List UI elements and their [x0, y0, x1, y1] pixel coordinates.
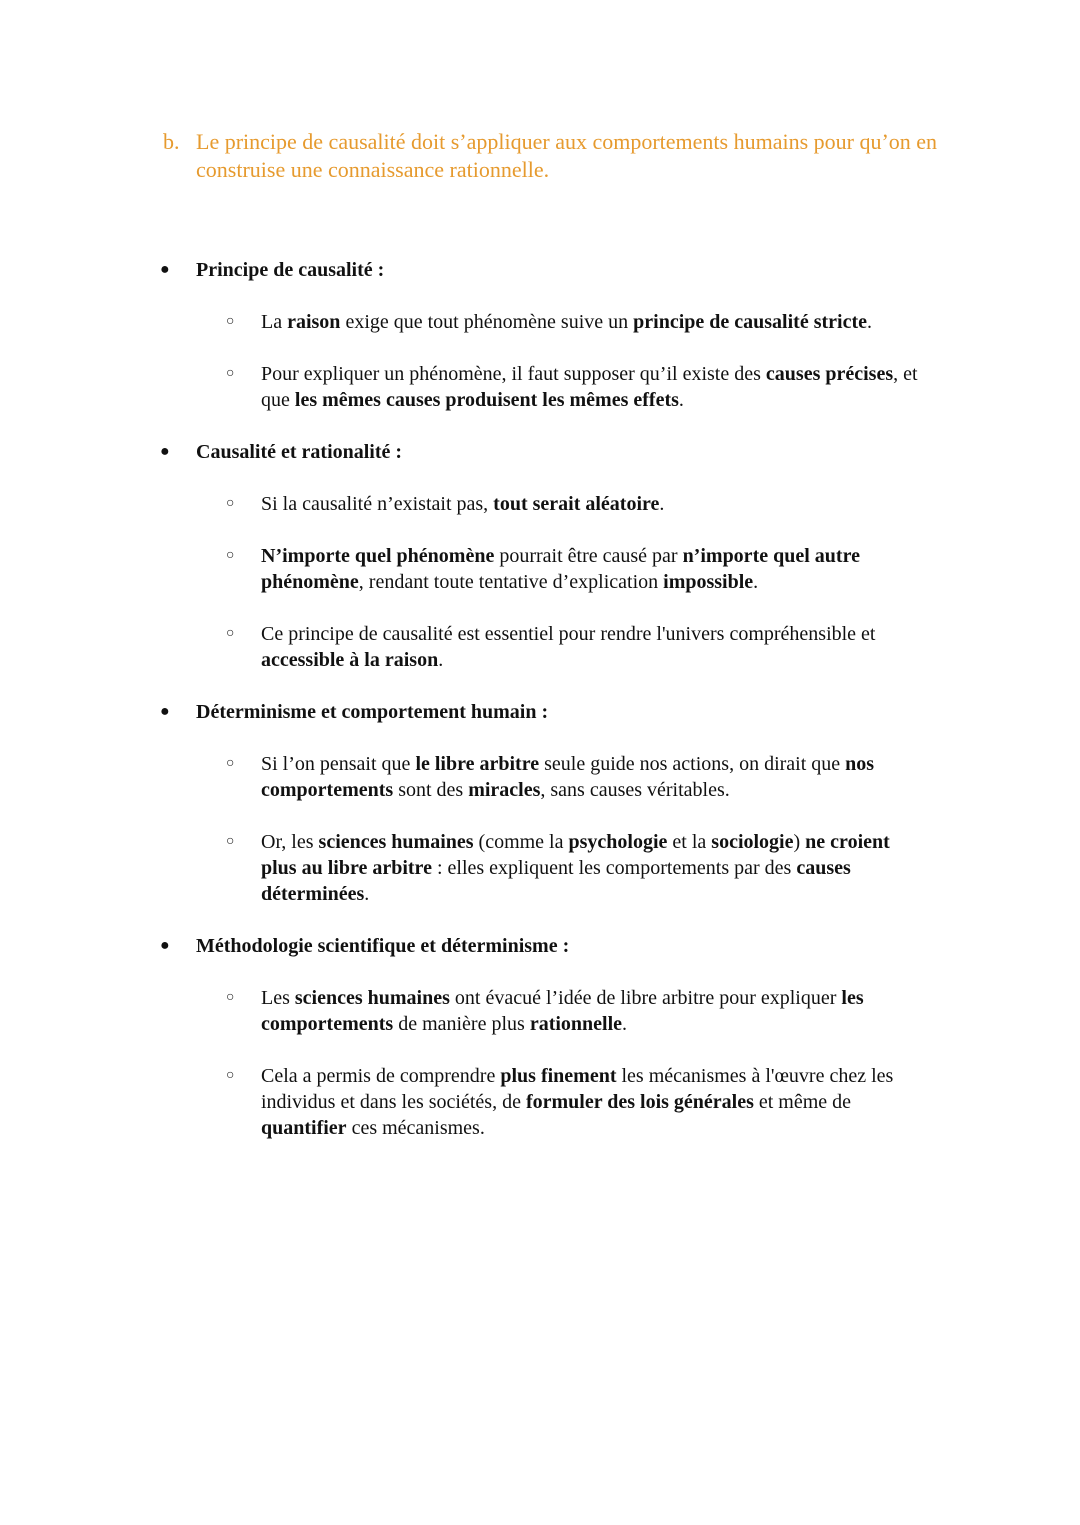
- text-segment: .: [678, 389, 684, 411]
- sub-bullet-item: [226, 751, 926, 803]
- bold-text: sciences humaines: [294, 987, 450, 1009]
- bold-text: impossible: [663, 571, 754, 593]
- text-segment: , et que: [261, 363, 918, 411]
- bold-text: les mêmes causes produisent les mêmes effets: [294, 389, 679, 411]
- bullet-icon: ●: [160, 937, 170, 954]
- bold-text: N’importe quel phénomène: [261, 545, 495, 567]
- bullet-icon: ●: [160, 261, 170, 278]
- text-segment: .: [659, 493, 665, 515]
- heading-text: Le principe de causalité doit s’appliquer aux comportements humains pour qu’on en construise une connaissance rationnelle.: [196, 129, 938, 182]
- circle-bullet-icon: ○: [226, 548, 235, 563]
- bold-text: sociologie: [711, 831, 794, 853]
- text-segment: Les: [261, 987, 295, 1009]
- bold-text: principe de causalité stricte: [633, 311, 867, 333]
- bullet-icon: ●: [160, 703, 170, 720]
- circle-bullet-icon: ○: [226, 1068, 235, 1083]
- circle-bullet-icon: ○: [226, 990, 235, 1005]
- sub-bullet-item: [226, 361, 926, 413]
- item-text: [261, 1063, 926, 1141]
- bullet-section-title: [160, 699, 960, 725]
- section-title: Déterminisme et comportement humain :: [196, 701, 549, 723]
- bold-text: les comportements: [261, 987, 864, 1035]
- bullet-icon: ●: [160, 443, 170, 460]
- sub-bullet-item: [226, 543, 926, 595]
- bold-text: formuler des lois générales: [525, 1091, 754, 1113]
- sub-bullet-item: [226, 829, 926, 907]
- text-segment: ): [793, 831, 806, 853]
- circle-bullet-icon: ○: [226, 834, 235, 849]
- bold-text: quantifier: [261, 1117, 347, 1139]
- circle-bullet-icon: ○: [226, 314, 235, 329]
- text-segment: sont des: [393, 779, 469, 801]
- bold-text: raison: [287, 311, 341, 333]
- circle-bullet-icon: ○: [226, 496, 235, 511]
- text-segment: et même de: [753, 1091, 852, 1113]
- item-text: [261, 361, 926, 413]
- sub-bullet-item: [226, 309, 926, 335]
- bold-text: ne croient plus au libre arbitre: [261, 831, 890, 879]
- circle-bullet-icon: ○: [226, 756, 235, 771]
- bold-text: miracles: [468, 779, 541, 801]
- bold-text: causes déterminées: [261, 857, 851, 905]
- bullet-section-title: [160, 257, 960, 283]
- sub-bullet-item: [226, 985, 926, 1037]
- text-segment: Ce principe de causalité est essentiel pour rendre l'univers compréhensible et: [261, 623, 876, 645]
- bullet-section-title: [160, 439, 960, 465]
- bold-text: tout serait aléatoire: [493, 493, 660, 515]
- bold-text: nos comportements: [261, 753, 875, 801]
- bold-text: accessible à la raison: [261, 649, 439, 671]
- text-segment: Cela a permis de comprendre: [261, 1065, 501, 1087]
- item-text: [261, 985, 926, 1037]
- section-title: Méthodologie scientifique et déterminisme :: [196, 935, 570, 957]
- text-segment: : elles expliquent les comportements par des: [431, 857, 797, 879]
- item-text: [261, 491, 664, 517]
- text-segment: .: [364, 883, 370, 905]
- bold-text: rationnelle: [529, 1013, 623, 1035]
- sub-bullet-item: [226, 621, 926, 673]
- text-segment: pourrait être causé par: [494, 545, 683, 567]
- circle-bullet-icon: ○: [226, 366, 235, 381]
- text-segment: Si l’on pensait que: [261, 753, 416, 775]
- text-segment: .: [753, 571, 759, 593]
- text-segment: .: [867, 311, 872, 333]
- text-segment: Or, les: [261, 831, 319, 853]
- bold-text: psychologie: [568, 831, 668, 853]
- bold-text: causes précises: [765, 363, 894, 385]
- text-segment: , sans causes véritables.: [540, 779, 730, 801]
- heading-label: b.: [163, 129, 180, 154]
- bold-text: plus finement: [500, 1065, 617, 1087]
- text-segment: (comme la: [473, 831, 569, 853]
- text-segment: Pour expliquer un phénomène, il faut supposer qu’il existe des: [261, 363, 766, 385]
- text-segment: de manière plus: [393, 1013, 530, 1035]
- text-segment: exige que tout phénomène suive un: [340, 311, 634, 333]
- bullet-section-title: [160, 933, 960, 959]
- section-title: Principe de causalité :: [196, 259, 385, 281]
- text-segment: ont évacué l’idée de libre arbitre pour expliquer: [449, 987, 842, 1009]
- bold-text: le libre arbitre: [415, 753, 540, 775]
- item-text: [261, 751, 926, 803]
- text-segment: ces mécanismes.: [346, 1117, 485, 1139]
- bold-text: n’importe quel autre phénomène: [261, 545, 860, 593]
- section-heading: [163, 128, 943, 184]
- circle-bullet-icon: ○: [226, 626, 235, 641]
- text-segment: Si la causalité n’existait pas,: [261, 493, 494, 515]
- text-segment: , rendant toute tentative d’explication: [358, 571, 664, 593]
- text-segment: seule guide nos actions, on dirait que: [539, 753, 846, 775]
- item-text: [261, 829, 926, 907]
- section-title: Causalité et rationalité :: [196, 441, 403, 463]
- sub-bullet-item: [226, 1063, 926, 1141]
- text-segment: .: [622, 1013, 628, 1035]
- text-segment: La: [261, 311, 288, 333]
- item-text: [261, 621, 926, 673]
- text-segment: .: [438, 649, 444, 671]
- sub-bullet-item: [226, 491, 926, 517]
- text-segment: les mécanismes à l'œuvre chez les individus et dans les sociétés, de: [261, 1065, 894, 1113]
- bold-text: sciences humaines: [318, 831, 474, 853]
- bullet-list: [160, 257, 960, 1167]
- item-text: [261, 543, 926, 595]
- item-text: [261, 309, 872, 335]
- text-segment: et la: [667, 831, 712, 853]
